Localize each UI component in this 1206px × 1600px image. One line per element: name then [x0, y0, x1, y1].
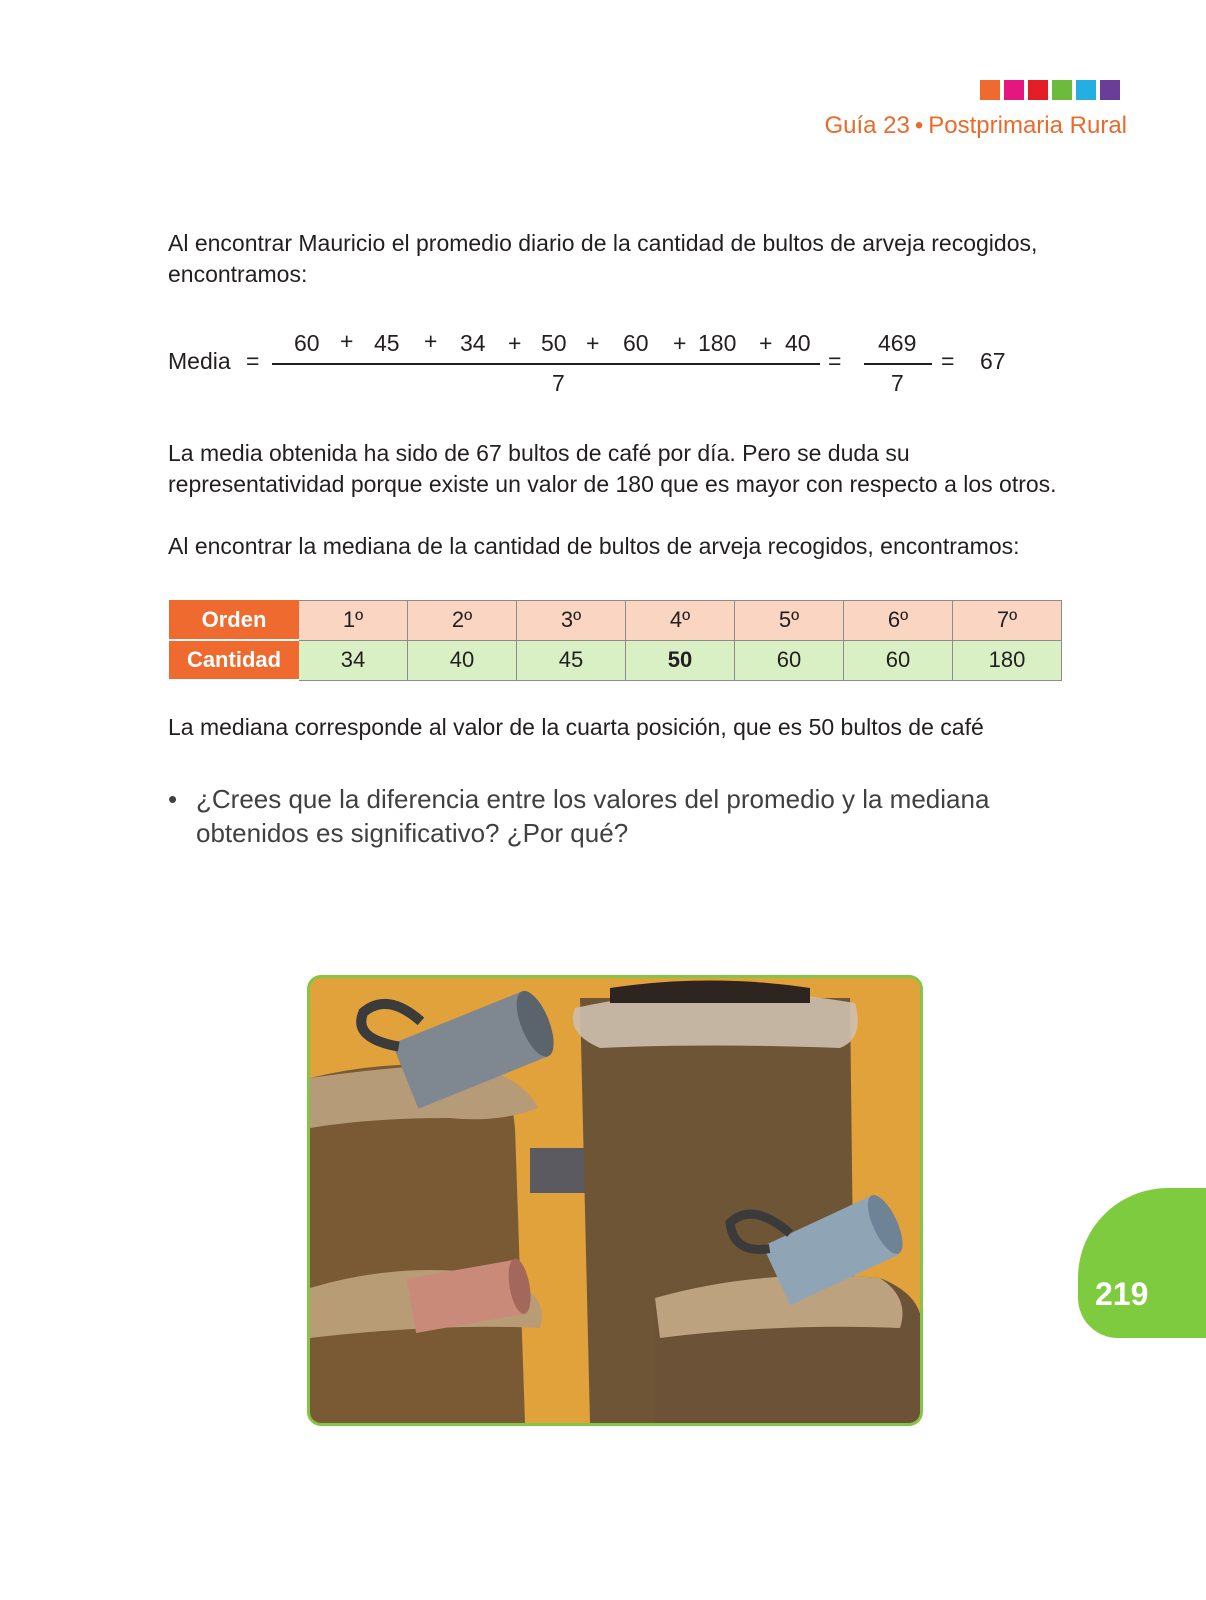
formula-term: 180: [698, 330, 737, 356]
formula-result-numerator: 469: [878, 330, 917, 356]
color-square-magenta: [1004, 80, 1024, 100]
formula-plus: +: [759, 330, 773, 356]
formula-plus: +: [424, 328, 438, 354]
color-square-cyan: [1076, 80, 1096, 100]
table-cell: 34: [299, 640, 408, 680]
row-header-cantidad: Cantidad: [170, 640, 299, 680]
formula-term: 45: [374, 330, 400, 356]
median-table: [169, 600, 1062, 681]
table-cell: 60: [735, 640, 844, 680]
mean-formula: [168, 330, 1048, 410]
table-cell: 45: [517, 640, 626, 680]
formula-plus: +: [508, 330, 522, 356]
formula-equals: =: [246, 348, 260, 374]
table-cell: 7º: [953, 601, 1062, 641]
table-cell: 180: [953, 640, 1062, 680]
formula-term: 60: [294, 330, 320, 356]
bullet-dot: •: [168, 784, 178, 814]
color-squares: [980, 80, 1120, 100]
color-square-green: [1052, 80, 1072, 100]
formula-result: 67: [980, 348, 1006, 374]
formula-term: 50: [541, 330, 567, 356]
guide-label: Guía 23: [824, 112, 910, 139]
table-cell: 6º: [844, 601, 953, 641]
mean-paragraph: La media obtenida ha sido de 67 bultos de café por día. Pero se duda su representatividad porque existe un valor de 180 que es mayor con respecto a los otros.: [168, 440, 1057, 497]
formula-term: 40: [785, 330, 811, 356]
formula-plus: +: [340, 328, 354, 354]
color-square-orange: [980, 80, 1000, 100]
formula-term: 60: [623, 330, 649, 356]
table-cell-median: 50: [626, 640, 735, 680]
coffee-sacks-photo: [307, 975, 923, 1426]
table-cell: 1º: [299, 601, 408, 641]
color-square-purple: [1100, 80, 1120, 100]
fraction-line-result: [864, 363, 932, 365]
intro-paragraph: Al encontrar Mauricio el promedio diario de la cantidad de bultos de arveja recogidos, encontramos:: [168, 230, 1038, 287]
median-intro-paragraph: Al encontrar la mediana de la cantidad de bultos de arveja recogidos, encontramos:: [168, 533, 1020, 559]
fraction-line: [272, 363, 820, 365]
median-paragraph: La mediana corresponde al valor de la cuarta posición, que es 50 bultos de café: [168, 714, 984, 740]
table-cell: 60: [844, 640, 953, 680]
header-title: [824, 112, 1127, 140]
table-row-orden: [170, 601, 1062, 641]
question-bullet: [168, 782, 1088, 850]
formula-result-denominator: 7: [891, 370, 904, 396]
formula-plus: +: [586, 330, 600, 356]
formula-term: 34: [460, 330, 486, 356]
formula-plus: +: [673, 330, 687, 356]
coffee-sacks-illustration: [310, 978, 920, 1423]
program-label: Postprimaria Rural: [928, 112, 1127, 139]
formula-denominator: 7: [552, 370, 565, 396]
color-square-red: [1028, 80, 1048, 100]
formula-equals: =: [828, 348, 842, 374]
formula-label: Media: [168, 348, 231, 374]
table-cell: 4º: [626, 601, 735, 641]
formula-equals: =: [941, 348, 955, 374]
table-row-cantidad: [170, 640, 1062, 680]
table-cell: 2º: [408, 601, 517, 641]
question-text: ¿Crees que la diferencia entre los valores del promedio y la mediana obtenidos es significativo? ¿Por qué?: [196, 784, 990, 848]
page-number-badge: [1078, 1188, 1206, 1338]
header-separator: •: [914, 112, 924, 139]
table-cell: 5º: [735, 601, 844, 641]
row-header-orden: Orden: [170, 601, 299, 641]
table-cell: 40: [408, 640, 517, 680]
page-number: 219: [1095, 1276, 1149, 1312]
table-cell: 3º: [517, 601, 626, 641]
